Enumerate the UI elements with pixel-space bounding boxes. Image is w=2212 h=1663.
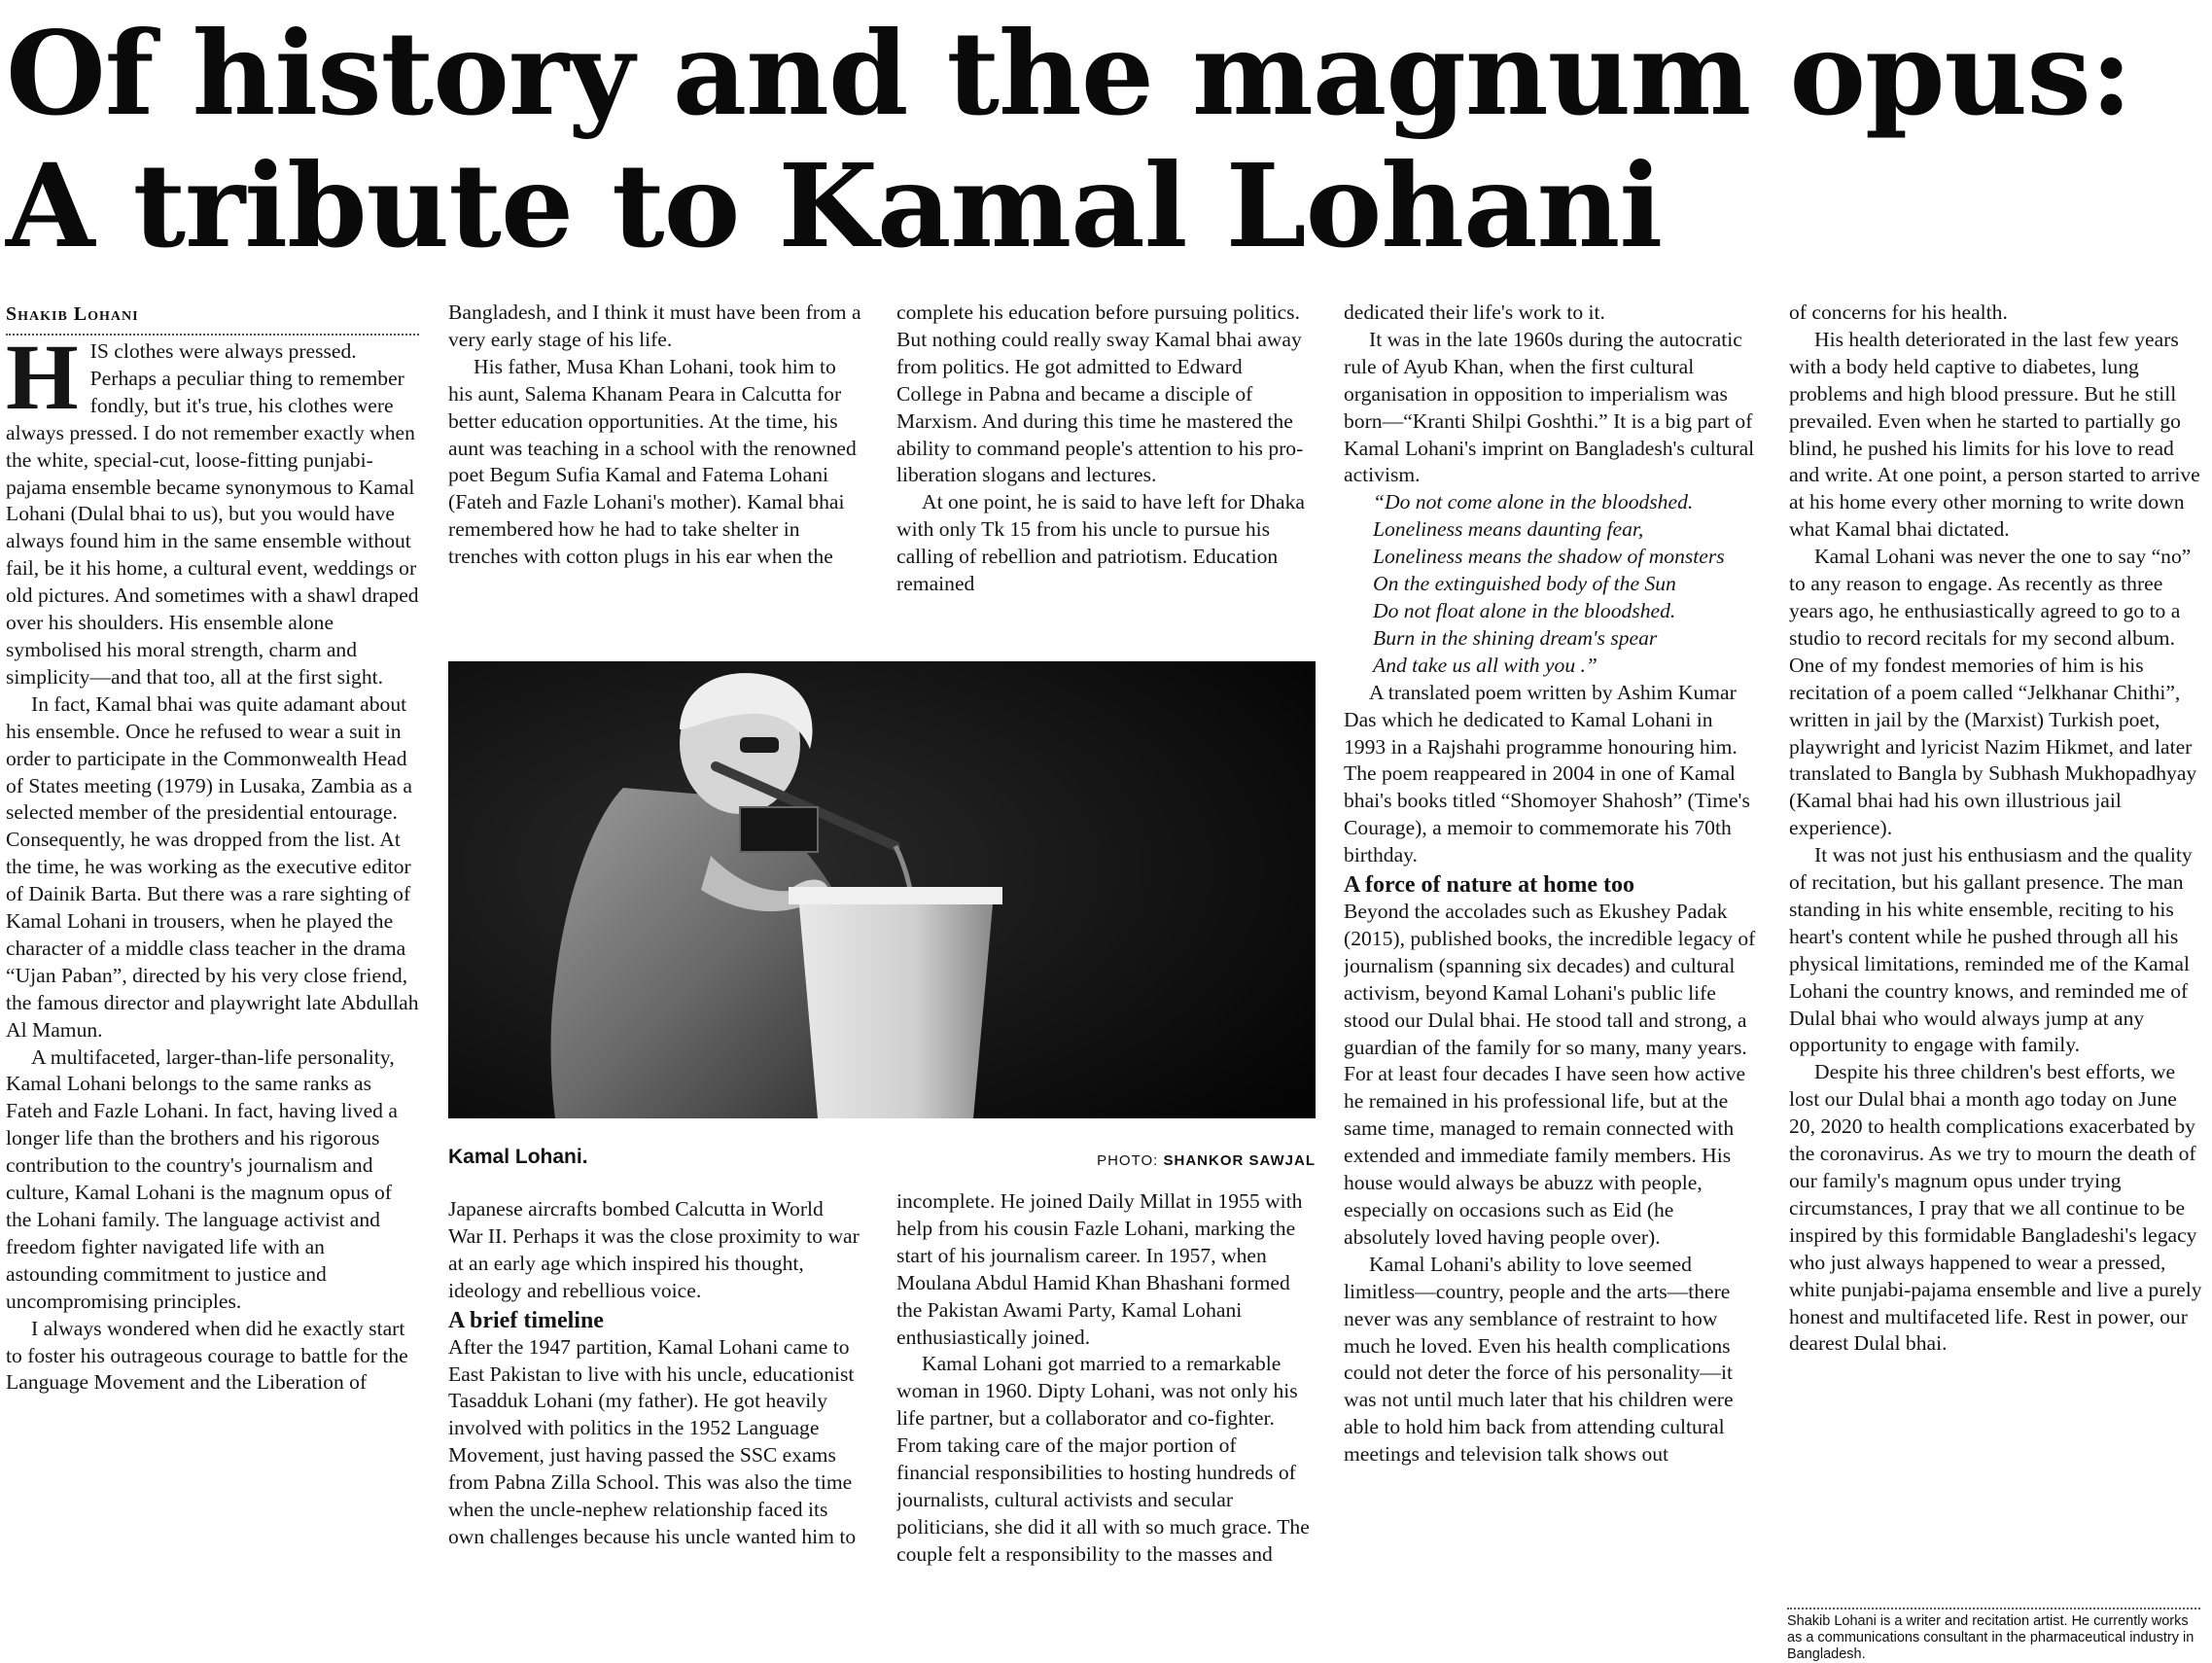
paragraph: It was not just his enthusiasm and the quality of recitation, but his gallant presence. The man standing in his white ensemble, reciting to his heart's content while he pushed through all his physical limitations, reminded me of the Kamal Lohani the country knows, and reminded me of Dulal bhai who would always jump at any opportunity to engage with family. xyxy=(1789,843,2193,1057)
subheading: A force of nature at home too xyxy=(1344,872,1635,899)
column-3-bottom xyxy=(896,1188,1310,1648)
paragraph: HIS clothes were always pressed. Perhaps a peculiar thing to remember fondly, but it's true, his clothes were always pressed. I do not remember exactly when the white, special-cut, loose-fitting punjabi-pajama ensemble became synonymous to Kamal Lohani (Dulal bhai to us), but you would have always found him in the same ensemble without fail, be it his home, a cultural event, weddings or old pictures. And sometimes with a shawl draped over his shoulders. His ensemble alone symbolised his moral strength, charm and simplicity—and that too, all at the first sight. xyxy=(6,338,419,689)
paragraph: complete his education before pursuing politics. But nothing could really sway Kamal bhai away from politics. He got admitted to Edward College in Pabna and became a disciple of Marxism. And during this time he mastered the ability to command people's attention to his pro-liberation slogans and lectures. xyxy=(896,301,1304,487)
paragraph: A multifaceted, larger-than-life personality, Kamal Lohani belongs to the same ranks as Fateh and Fazle Lohani. In fact, having lived a longer life than the brothers and his rigorous contribution to the country's journalism and culture, Kamal Lohani is the magnum opus of the Lohani family. The language activist and freedom fighter navigated life with an astounding commitment to justice and uncompromising principles. xyxy=(6,1044,398,1313)
headline-line-1: Of history and the magnum opus: xyxy=(6,6,2132,141)
paragraph: At one point, he is said to have left for Dhaka with only Tk 15 from his uncle to pursue his calling of rebellion and patriotism. Education remained xyxy=(896,490,1305,596)
drop-cap: H xyxy=(6,338,79,429)
poem-line: “Do not come alone in the bloodshed. xyxy=(1373,490,1694,514)
author-bio: Shakib Lohani is a writer and recitation artist. He currently works as a communications consultant in the pharmaceutical industry in Bangladesh. xyxy=(1787,1608,2200,1663)
paragraph: Kamal Lohani was never the one to say “no” to any reason to engage. As recently as three years ago, he enthusiastically agreed to go to a studio to record recitals for my second album. One of my fondest memories of him is his recitation of a poem called “Jelkhanar Chithi”, written in jail by the (Marxist) Turkish poet, playwright and lyricist Nazim Hikmet, and later translated to Bangla by Subhash Mukhopadhyay (Kamal bhai had his own illustrious jail experience). xyxy=(1789,545,2197,840)
byline: Shakib Lohani xyxy=(6,303,419,336)
headline xyxy=(6,8,2203,272)
subheading: A brief timeline xyxy=(448,1307,604,1333)
paragraph: of concerns for his health. xyxy=(1789,301,2008,324)
paragraph: It was in the late 1960s during the autocratic rule of Ayub Khan, when the first cultural organisation in opposition to imperialism was born—“Kranti Shilpi Goshthi.” It is a big part of Kamal Lohani's imprint on Bangladesh's cultural activism. xyxy=(1344,327,1755,487)
paragraph: Beyond the accolades such as Ekushey Padak (2015), published books, the incredible legacy of journalism (spanning six decades) and cultural activism, beyond Kamal Lohani's public life stood our Dulal bhai. He stood tall and strong, a guardian of the family for so many, many years. For at least four decades I have seen how active he remained in his professional life, but at the same time, managed to remain connected with extended and immediate family members. His house would always be abuzz with people, especially on occasions such as Eid (he absolutely loved having people over). xyxy=(1344,900,1756,1249)
poem-line: Loneliness means daunting fear, xyxy=(1373,517,1644,542)
photo-credit: PHOTO: SHANKOR SAWJAL xyxy=(1097,1152,1316,1169)
paragraph: In fact, Kamal bhai was quite adamant about his ensemble. Once he refused to wear a suit in order to participate in the Commonwealth Head of States meeting (1979) in Lusaka, Zambia as a selected member of the presidential entourage. Consequently, he was dropped from the list. At the time, he was working as the executive editor of Dainik Barta. But there was a rare sighting of Kamal Lohani in trousers, when he played the character of a middle class teacher in the drama “Ujan Paban”, directed by his very close friend, the famous director and playwright late Abdullah Al Mamun. xyxy=(6,691,419,1042)
paragraph: Despite his three children's best efforts, we lost our Dulal bhai a month ago today on June 20, 2020 to health complications exacerbated by the coronavirus. As we try to mourn the death of our family's magnum opus under trying circumstances, I pray that we all continue to be inspired by this formidable Bangladeshi's legacy who just always happened to wear a pressed, white punjabi-pajama ensemble and live a purely honest and multifaceted life. Rest in power, our dearest Dulal bhai. xyxy=(1789,1060,2202,1356)
column-2-bottom xyxy=(448,1196,861,1648)
column-4 xyxy=(1344,300,1757,1648)
paragraph: His father, Musa Khan Lohani, took him to his aunt, Salema Khanam Peara in Calcutta for better education opportunities. At the time, his aunt was teaching in a school with the renowned poet Begum Sufia Kamal and Fatema Lohani (Fateh and Fazle Lohani's mother). Kamal bhai remembered how he had to take shelter in trenches with cotton plugs in his ear when the xyxy=(448,354,857,569)
paragraph: Kamal Lohani got married to a remarkable woman in 1960. Dipty Lohani, was not only his life partner, but a collaborator and co-fighter. From taking care of the major portion of financial responsibilities to hosting hundreds of journalists, cultural activists and secular politicians, she did it all with so much grace. The couple felt a responsibility to the masses and xyxy=(896,1352,1310,1566)
poem-line: Loneliness means the shadow of monsters xyxy=(1373,545,1725,569)
paragraph: dedicated their life's work to it. xyxy=(1344,301,1605,324)
kamal-lohani-photo xyxy=(448,661,1316,1118)
paragraph: His health deteriorated in the last few years with a body held captive to diabetes, lung problems and high blood pressure. But he still prevailed. Even when he started to partially go blind, he pushed his limits for his love to read and write. At one point, a person started to arrive at his home every other morning to write down what Kamal bhai dictated. xyxy=(1789,327,2200,542)
paragraph: Bangladesh, and I think it must have been from a very early stage of his life. xyxy=(448,301,861,351)
paragraph: After the 1947 partition, Kamal Lohani came to East Pakistan to live with his uncle, educationist Tasadduk Lohani (my father). He got heavily involved with politics in the 1952 Language Movement, just having passed the SSC exams from Pabna Zilla School. This was also the time when the uncle-nephew relationship faced its own challenges because his uncle wanted him to xyxy=(448,1334,857,1548)
photo-caption xyxy=(448,1146,1316,1169)
headline-line-2: A tribute to Kamal Lohani xyxy=(6,138,1663,273)
paragraph: I always wondered when did he exactly start to foster his outrageous courage to battle for the Language Movement and the Liberation of xyxy=(6,1316,408,1395)
paragraph: Japanese aircrafts bombed Calcutta in World War II. Perhaps it was the close proximity to war at an early age which inspired his thought, ideology and rebellious voice. xyxy=(448,1197,860,1302)
poem-line: Burn in the shining dream's spear xyxy=(1373,625,1658,650)
article-photo xyxy=(448,661,1316,1118)
poem-line: On the extinguished body of the Sun xyxy=(1373,572,1676,596)
column-1 xyxy=(6,338,419,1646)
column-3-top xyxy=(896,300,1310,630)
column-5 xyxy=(1789,300,2205,1601)
paragraph: incomplete. He joined Daily Millat in 1955 with help from his cousin Fazle Lohani, marking the start of his journalism career. In 1957, when Moulana Abdul Hamid Khan Bhashani formed the Pakistan Awami Party, Kamal Lohani enthusiastically joined. xyxy=(896,1189,1303,1349)
paragraph: A translated poem written by Ashim Kumar Das which he dedicated to Kamal Lohani in 1993 in a Rajshahi programme honouring him. The poem reappeared in 2004 in one of Kamal bhai's books titled “Shomoyer Shahosh” (Time's Courage), a memoir to commemorate his 70th birthday. xyxy=(1344,680,1750,867)
column-2-top xyxy=(448,300,861,630)
caption-text: Kamal Lohani. xyxy=(448,1146,588,1168)
paragraph: Kamal Lohani's ability to love seemed limitless—country, people and the arts—there never was any semblance of restraint to how much he loved. Even his health complications could not deter the force of his personality—it was not until much later that his children were able to hold him back from attending cultural meetings and television talk shows out xyxy=(1344,1252,1734,1467)
poem-line: Do not float alone in the bloodshed. xyxy=(1373,598,1676,622)
poem-line: And take us all with you .” xyxy=(1373,653,1598,677)
